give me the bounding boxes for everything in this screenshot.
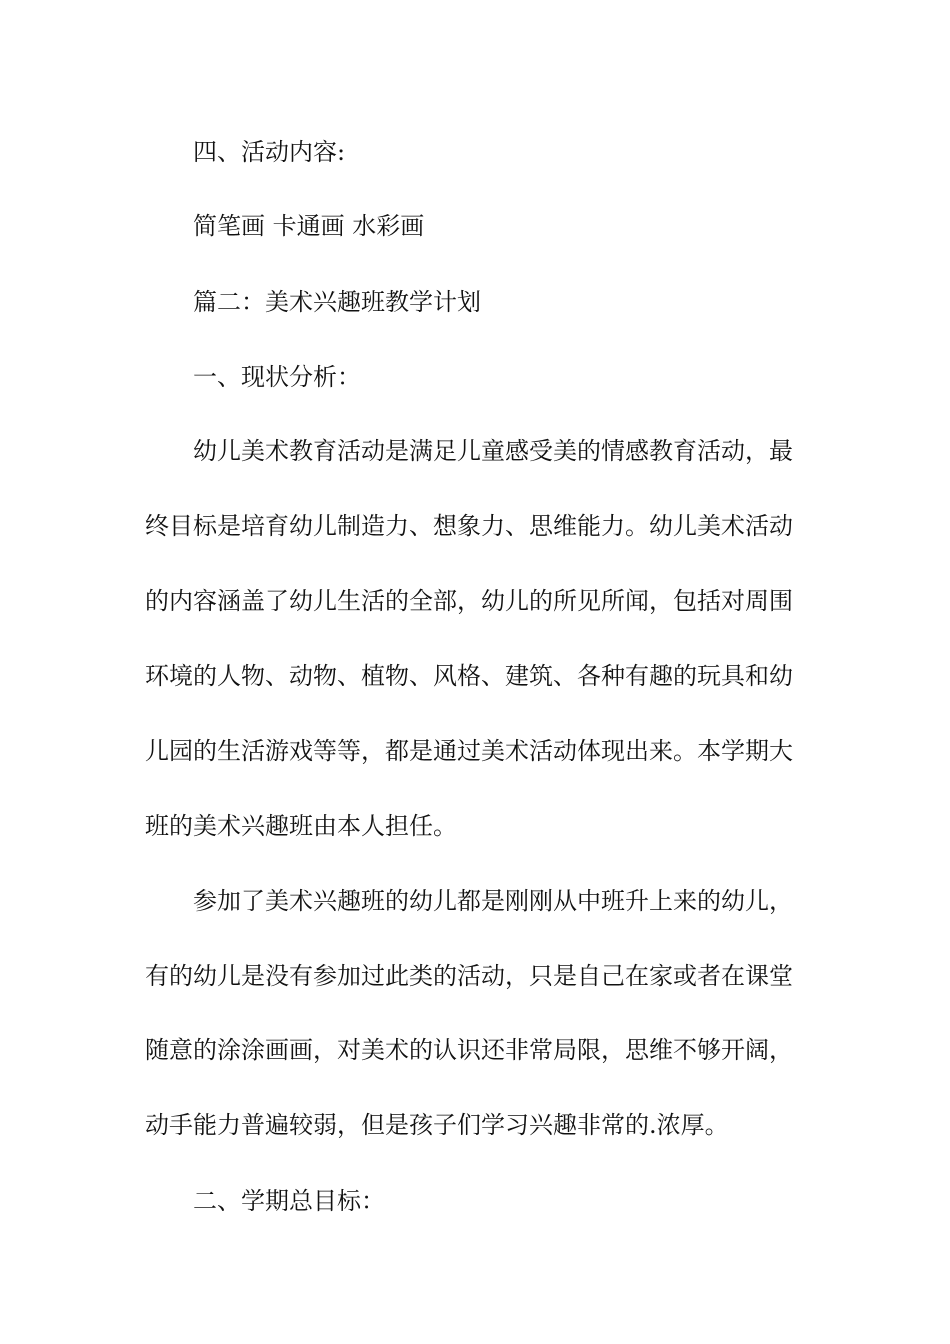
paragraph-line: 的内容涵盖了幼儿生活的全部，幼儿的所见所闻，包括对周围: [145, 587, 793, 615]
paragraph-line: 班的美术兴趣班由本人担任。: [145, 812, 457, 840]
paragraph-line: 参加了美术兴趣班的幼儿都是刚刚从中班升上来的幼儿，: [193, 887, 793, 915]
paragraph-line: 幼儿美术教育活动是满足儿童感受美的情感教育活动，最: [193, 437, 793, 465]
paragraph-line: 随意的涂涂画画，对美术的认识还非常局限，思维不够开阔，: [145, 1036, 793, 1064]
section-heading-semester-goals: 二、学期总目标：: [193, 1187, 385, 1215]
activity-list: 简笔画 卡通画 水彩画: [193, 212, 425, 240]
paragraph-line: 有的幼儿是没有参加过此类的活动，只是自己在家或者在课堂: [145, 962, 793, 990]
section-heading-activity-content: 四、活动内容:: [193, 138, 346, 166]
paragraph-line: 儿园的生活游戏等等，都是通过美术活动体现出来。本学期大: [145, 737, 793, 765]
paragraph-line: 环境的人物、动物、植物、风格、建筑、各种有趣的玩具和幼: [145, 662, 793, 690]
chapter-title: 篇二：美术兴趣班教学计划: [193, 288, 481, 316]
paragraph-line: 动手能力普遍较弱，但是孩子们学习兴趣非常的.浓厚。: [145, 1111, 729, 1139]
paragraph-line: 终目标是培育幼儿制造力、想象力、思维能力。幼儿美术活动: [145, 512, 793, 540]
section-heading-status-analysis: 一、现状分析：: [193, 363, 361, 391]
